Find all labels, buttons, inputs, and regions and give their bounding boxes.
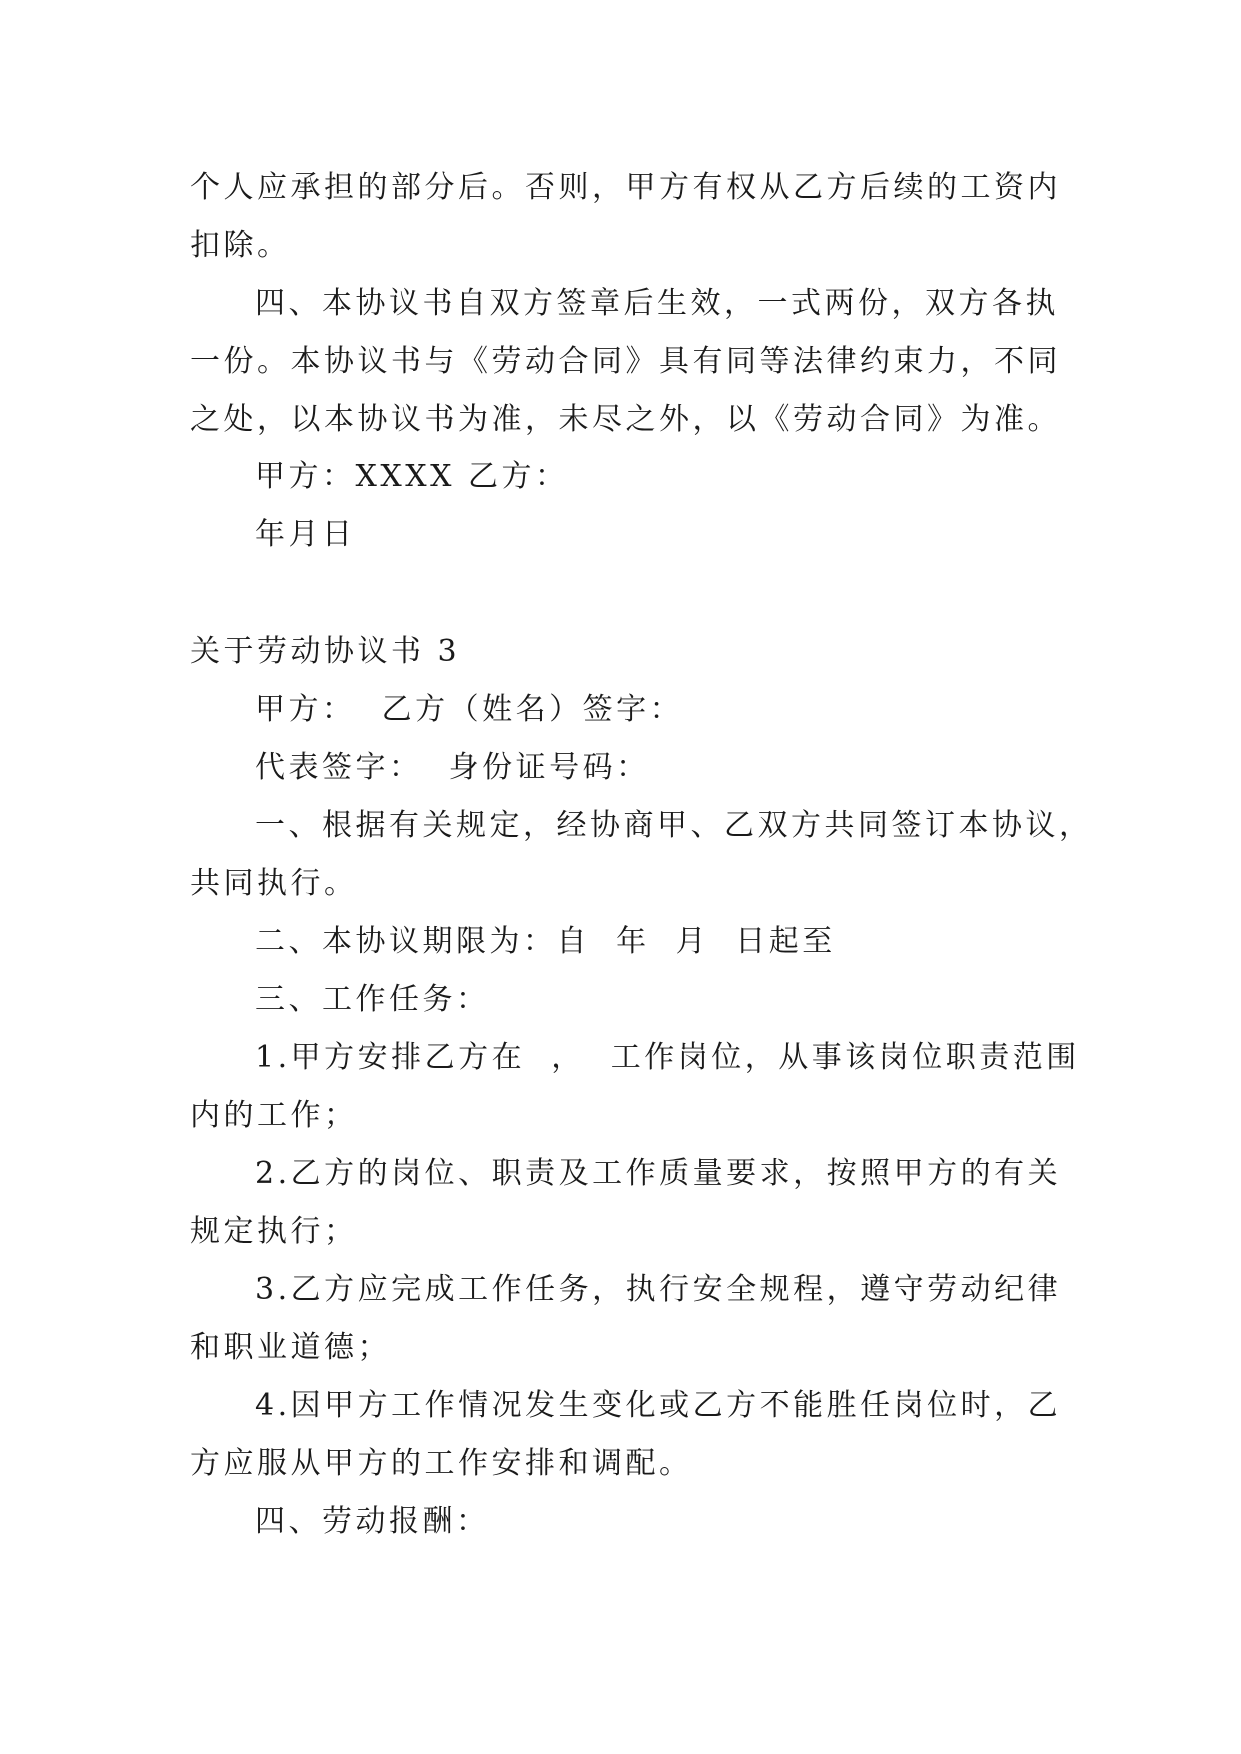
party-line: 甲方： 乙方（姓名）签字： (255, 692, 684, 727)
paragraph-line: 之处，以本协议书为准，未尽之外，以《劳动合同》为准。 (190, 402, 1061, 437)
paragraph-line: 一份。本协议书与《劳动合同》具有同等法律约束力，不同 (190, 344, 1061, 379)
paragraph-line: 方应服从甲方的工作安排和调配。 (190, 1446, 693, 1481)
paragraph-line: 1.甲方安排乙方在 ， 工作岗位，从事该岗位职责范围 (255, 1040, 1080, 1075)
section-title: 关于劳动协议书 3 (190, 634, 461, 669)
paragraph-line: 内的工作； (190, 1098, 358, 1133)
paragraph-line: 三、工作任务： (255, 982, 490, 1017)
paragraph-line: 共同执行。 (190, 866, 358, 901)
date-line: 年月日 (255, 517, 356, 552)
paragraph-line: 一、根据有关规定，经协商甲、乙双方共同签订本协议， (255, 808, 1093, 843)
paragraph-line: 四、劳动报酬： (255, 1504, 490, 1539)
paragraph-line: 和职业道德； (190, 1330, 391, 1365)
paragraph-line: 四、本协议书自双方签章后生效，一式两份，双方各执 (255, 286, 1059, 321)
party-line: 代表签字： 身份证号码： (255, 750, 650, 785)
paragraph-line: 二、本协议期限为：自 年 月 日起至 (255, 924, 836, 959)
signature-line: 甲方：XXXX 乙方： (255, 459, 569, 494)
paragraph-line: 扣除。 (190, 228, 291, 263)
paragraph-line: 2.乙方的岗位、职责及工作质量要求，按照甲方的有关 (255, 1156, 1062, 1191)
paragraph-line: 4.因甲方工作情况发生变化或乙方不能胜任岗位时，乙 (255, 1388, 1062, 1423)
paragraph-line: 3.乙方应完成工作任务，执行安全规程，遵守劳动纪律 (255, 1272, 1062, 1307)
paragraph-line: 规定执行； (190, 1214, 358, 1249)
paragraph-line: 个人应承担的部分后。否则，甲方有权从乙方后续的工资内 (190, 170, 1061, 205)
